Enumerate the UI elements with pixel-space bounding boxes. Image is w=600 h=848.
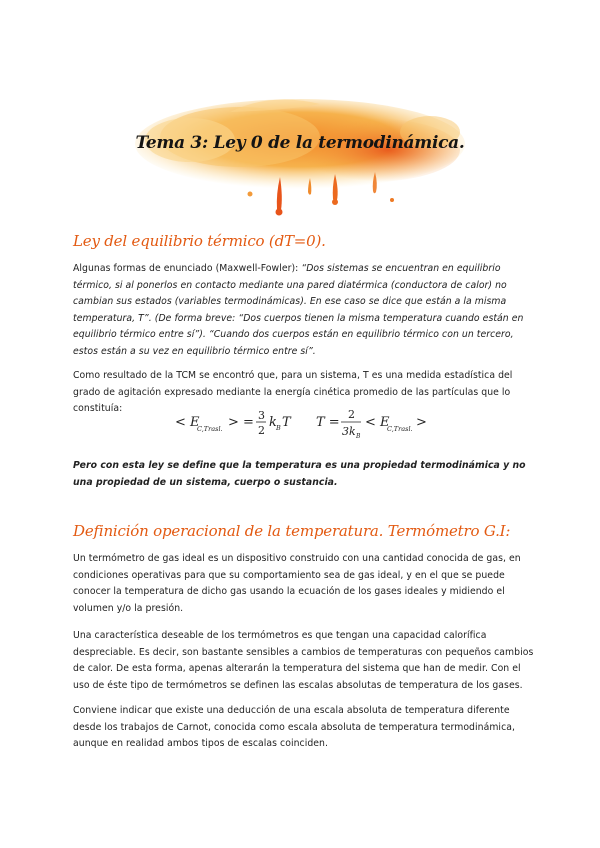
kinetic-energy-equations <box>160 403 460 443</box>
eq2-frac-den: 3k <box>342 425 356 438</box>
eq1-lhs: < E <box>175 415 200 430</box>
eq1-k: k <box>269 415 277 430</box>
eq2-frac-den-sub: B <box>356 433 361 440</box>
eq2-sub: C,Trasl. <box>387 425 413 433</box>
paragraph-enunciado <box>73 261 535 360</box>
page-title: Tema 3: Ley 0 de la termodinámica. <box>135 133 465 153</box>
section-heading-thermometer: Definición operacional de la temperatura. Termómetro G.I: <box>73 522 511 540</box>
eq2-rhs: < E <box>365 415 390 430</box>
eq1-ksub: B <box>276 424 281 432</box>
eq1-frac-den: 2 <box>258 424 265 437</box>
eq2-end: > <box>416 415 427 430</box>
paragraph-gas-thermometer: Un termómetro de gas ideal es un dispositivo construido con una cantidad conocida de gas, en condiciones operativas para que su comportamiento sea de gas ideal, y en el que se puede conocer la temperatura de dicho gas usando la ecuación de los gases ideales y midiendo el volumen y/o la presión. <box>73 553 521 614</box>
eq1-frac-num: 3 <box>258 409 265 422</box>
paragraph-tcm: Como resultado de la TCM se encontró que, para un sistema, T es una medida estadística del grado de agitación expresado mediante la energía cinética promedio de las partículas que lo constituía: <box>73 370 513 414</box>
eq2-frac-num: 2 <box>348 408 355 421</box>
eq1-t: T <box>282 415 291 430</box>
enunciado-quote: “Dos sistemas se encuentran en equilibrio térmico, si al ponerlos en contacto mediante una pared diatérmica (conductora de calor) no cambian sus estados (variables termodinámicas). En ese caso se dice que están a la misma temperatura, T”. (De forma breve: “Dos cuerpos tienen la misma temperatura cuando están en equilibrio térmico entre sí”). “Cuando dos cuerpos están en equilibrio térmico con un tercero, estos están a su vez en equilibrio térmico entre sí”. <box>73 263 524 357</box>
eq1-mid: > = <box>228 415 254 430</box>
eq1-sub: C,Trasl. <box>197 425 223 433</box>
enunciado-lead: Algunas formas de enunciado (Maxwell-Fowler): <box>73 263 302 274</box>
paragraph-heat-capacity: Una característica deseable de los termómetros es que tengan una capacidad calorífica despreciable. Es decir, son bastante sensibles a cambios de temperaturas con pequeños cambios de calor. De esta forma, apenas alterarán la temperatura del sistema que han de medir. Con el uso de éste tipo de termómetros se definen las escalas absolutas de temperatura de los gases. <box>73 630 534 691</box>
section-heading-equilibrium: Ley del equilibrio térmico (dT=0). <box>73 232 326 250</box>
paragraph-carnot: Conviene indicar que existe una deducción de una escala absoluta de temperatura diferente desde los trabajos de Carnot, conocida como escala absoluta de temperatura termodinámica, aunque en realidad ambos tipos de escalas coinciden. <box>73 705 515 749</box>
eq2-lhs: T = <box>316 415 340 430</box>
paragraph-conclusion: Pero con esta ley se define que la temperatura es una propiedad termodinámica y no una propiedad de un sistema, cuerpo o sustancia. <box>73 460 526 488</box>
